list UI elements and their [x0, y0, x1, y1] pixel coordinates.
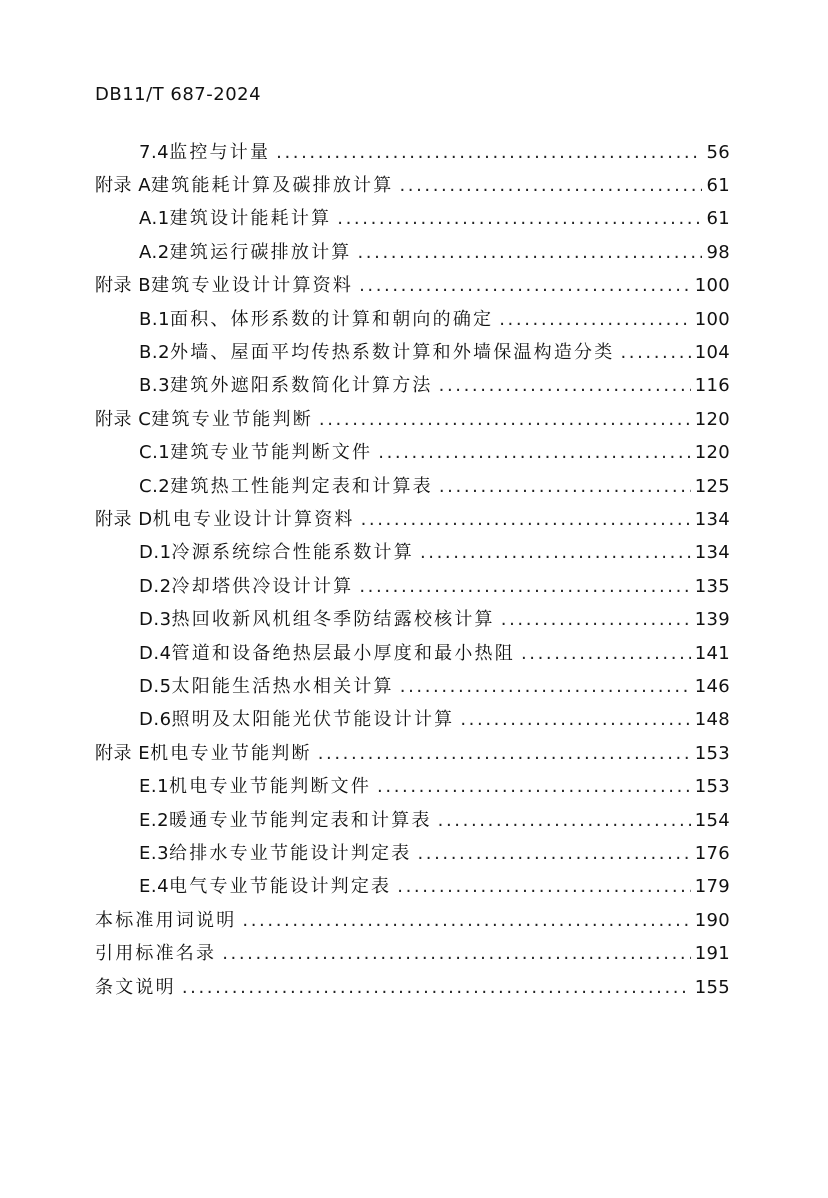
toc-entry-page: 134: [694, 542, 730, 564]
toc-dot-leader: [460, 709, 690, 731]
toc-dot-leader: [521, 643, 691, 665]
toc-entry-title: 建筑热工性能判定表和计算表: [170, 475, 433, 497]
toc-dot-leader: [359, 275, 691, 297]
toc-entry[interactable]: [0, 503, 828, 536]
toc-entry-number: E.1: [139, 776, 170, 798]
toc-dot-leader: [337, 208, 702, 230]
toc-entry-title: 建筑专业节能判断: [151, 408, 313, 430]
toc-entry[interactable]: [0, 804, 828, 837]
toc-entry-title: 本标准用词说明: [95, 909, 237, 931]
toc-dot-leader: [620, 342, 690, 364]
toc-entry-page: 104: [694, 341, 730, 363]
toc-entry-number: D.4: [139, 642, 172, 664]
toc-entry-number: D.5: [139, 675, 172, 697]
toc-entry[interactable]: [0, 169, 828, 202]
toc-entry-number: D.2: [139, 575, 172, 597]
toc-entry-number: B.2: [139, 341, 171, 363]
toc-entry[interactable]: [0, 403, 828, 436]
toc-entry-page: 148: [694, 709, 730, 731]
toc-entry[interactable]: [0, 637, 828, 670]
toc-dot-leader: [417, 843, 690, 865]
toc-entry-title: 建筑专业设计计算资料: [151, 275, 354, 297]
toc-entry-page: 61: [706, 174, 730, 196]
toc-dot-leader: [499, 309, 691, 331]
toc-dot-leader: [222, 943, 691, 965]
toc-entry[interactable]: [0, 236, 828, 269]
toc-entry-page: 176: [694, 842, 730, 864]
toc-entry-page: 155: [694, 976, 730, 998]
toc-entry[interactable]: [0, 604, 828, 637]
toc-dot-leader: [420, 542, 691, 564]
toc-entry-title: 管道和设备绝热层最小厚度和最小热阻: [171, 642, 515, 664]
toc-entry-title: 建筑专业节能判断文件: [170, 442, 373, 464]
toc-entry-number: 附录 A: [95, 174, 152, 196]
toc-entry-page: 146: [694, 675, 730, 697]
toc-entry-title: 机电专业设计计算资料: [152, 508, 355, 530]
toc-entry[interactable]: [0, 938, 828, 971]
toc-entry-number: A.2: [139, 241, 170, 263]
toc-dot-leader: [361, 509, 691, 531]
toc-entry-page: 134: [694, 508, 730, 530]
toc-entry[interactable]: [0, 203, 828, 236]
toc-entry[interactable]: [0, 370, 828, 403]
toc-entry-number: 附录 D: [95, 508, 153, 530]
toc-entry-title: 电气专业节能设计判定表: [169, 876, 392, 898]
toc-entry[interactable]: [0, 904, 828, 937]
toc-entry[interactable]: [0, 437, 828, 470]
toc-dot-leader: [438, 810, 691, 832]
toc-entry[interactable]: [0, 971, 828, 1004]
toc-entry-number: E.3: [139, 842, 170, 864]
toc-entry-title: 冷源系统综合性能系数计算: [171, 542, 414, 564]
toc-entry[interactable]: [0, 737, 828, 770]
toc-entry-number: D.1: [139, 542, 172, 564]
toc-entry-page: 56: [706, 141, 730, 163]
toc-entry-title: 照明及太阳能光伏节能设计计算: [171, 709, 455, 731]
toc-entry-title: 机电专业节能判断: [150, 742, 312, 764]
toc-entry[interactable]: [0, 704, 828, 737]
toc-entry-number: 7.4: [139, 141, 170, 163]
toc-entry-page: 154: [694, 809, 730, 831]
toc-entry-number: D.3: [139, 609, 172, 631]
toc-entry-title: 监控与计量: [169, 141, 271, 163]
toc-entry-title: 机电专业节能判断文件: [169, 776, 372, 798]
toc-entry-page: 120: [694, 408, 730, 430]
toc-dot-leader: [439, 476, 691, 498]
toc-entry-title: 给排水专业节能设计判定表: [169, 842, 412, 864]
toc-dot-leader: [400, 676, 691, 698]
toc-entry-number: C.1: [139, 442, 171, 464]
toc-dot-leader: [319, 409, 691, 431]
toc-entry-number: B.1: [139, 308, 171, 330]
toc-entry-page: 100: [694, 275, 730, 297]
toc-entry-number: E.2: [139, 809, 170, 831]
toc-dot-leader: [378, 442, 690, 464]
toc-entry-page: 191: [694, 943, 730, 965]
toc-entry[interactable]: [0, 537, 828, 570]
toc-entry[interactable]: [0, 136, 828, 169]
toc-entry-number: B.3: [139, 375, 171, 397]
toc-entry-page: 190: [694, 909, 730, 931]
toc-entry-title: 暖通专业节能判定表和计算表: [169, 809, 432, 831]
toc-entry-title: 热回收新风机组冬季防结露校核计算: [171, 609, 495, 631]
toc-entry-title: 外墙、屋面平均传热系数计算和外墙保温构造分类: [170, 341, 615, 363]
toc-entry-number: 附录 E: [95, 742, 151, 764]
toc-dot-leader: [439, 375, 691, 397]
toc-entry-page: 153: [694, 776, 730, 798]
toc-entry-title: 建筑设计能耗计算: [169, 208, 332, 230]
toc-dot-leader: [276, 142, 702, 164]
toc-entry-number: A.1: [139, 208, 170, 230]
toc-entry-page: 61: [706, 208, 730, 230]
toc-dot-leader: [399, 175, 702, 197]
toc-entry-page: 135: [694, 575, 730, 597]
toc-dot-leader: [397, 876, 690, 898]
toc-entry-title: 面积、体形系数的计算和朝向的确定: [170, 308, 494, 330]
toc-entry-number: 附录 B: [95, 275, 152, 297]
toc-entry-title: 引用标准名录: [95, 943, 217, 965]
toc-entry[interactable]: [0, 871, 828, 904]
toc-dot-leader: [182, 977, 691, 999]
toc-dot-leader: [359, 576, 690, 598]
toc-entry-title: 冷却塔供冷设计计算: [171, 575, 354, 597]
toc-entry-number: C.2: [139, 475, 171, 497]
toc-entry-title: 太阳能生活热水相关计算: [171, 675, 394, 697]
toc-entry[interactable]: [0, 570, 828, 603]
toc-entry[interactable]: [0, 837, 828, 870]
toc-entry-number: D.6: [139, 709, 172, 731]
toc-entry[interactable]: [0, 303, 828, 336]
toc-entry-title: 建筑运行碳排放计算: [169, 241, 352, 263]
toc-entry-page: 125: [694, 475, 730, 497]
toc-entry-page: 139: [694, 609, 730, 631]
toc-entry[interactable]: [0, 270, 828, 303]
toc-entry-page: 153: [694, 742, 730, 764]
toc-entry-page: 179: [694, 876, 730, 898]
toc-entry-page: 141: [694, 642, 730, 664]
toc-dot-leader: [377, 776, 691, 798]
toc-dot-leader: [242, 910, 690, 932]
toc-entry-number: 附录 C: [95, 408, 152, 430]
toc-entry[interactable]: [0, 470, 828, 503]
toc-entry-title: 建筑能耗计算及碳排放计算: [151, 174, 394, 196]
toc-entry-title: 条文说明: [95, 976, 176, 998]
toc-entry-page: 98: [706, 241, 730, 263]
toc-entry[interactable]: [0, 336, 828, 369]
toc-entry-page: 116: [694, 375, 730, 397]
document-code: DB11/T 687-2024: [95, 84, 262, 105]
toc-entry-page: 100: [694, 308, 730, 330]
toc-dot-leader: [357, 242, 702, 264]
toc-entry[interactable]: [0, 670, 828, 703]
toc-dot-leader: [318, 743, 691, 765]
toc-entry-title: 建筑外遮阳系数简化计算方法: [170, 375, 433, 397]
toc-entry-number: E.4: [139, 876, 170, 898]
toc-entry[interactable]: [0, 771, 828, 804]
toc-dot-leader: [501, 609, 691, 631]
toc-entry-page: 120: [694, 442, 730, 464]
